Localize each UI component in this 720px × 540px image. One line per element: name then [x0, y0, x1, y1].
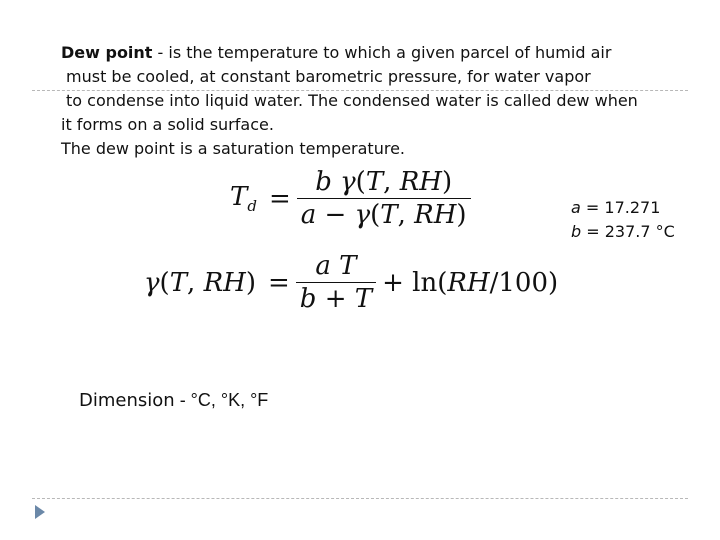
triangle-bullet-icon [35, 505, 45, 519]
gamma-formula: γ(T, RH) = $\frac{\text{a T}}{b + T}$ + ln(RH/100) [144, 251, 559, 314]
definition-line-5: The dew point is a saturation temperature. [61, 139, 405, 158]
bottom-divider [32, 498, 688, 499]
constant-b: b = 237.7 °C [571, 222, 675, 241]
constant-a: a = 17.271 [571, 198, 661, 217]
definition-line-4: it forms on a solid surface. [61, 115, 274, 134]
definition-line-1: Dew point - is the temperature to which a given parcel of humid air [61, 43, 612, 62]
dew-point-term: Dew point [61, 43, 153, 62]
dew-point-formula: $T_d$ = $\frac{\text{b γ(T, RH)}}{a - \gamma(T, RH)}$ [224, 166, 471, 231]
definition-paragraph [61, 41, 661, 161]
dimension-line [79, 390, 268, 411]
dimension-units: - °C, °K, °F [174, 390, 269, 410]
definition-line-2: must be cooled, at constant barometric pressure, for water vapor [66, 67, 591, 86]
dimension-label: Dimension [79, 390, 175, 411]
definition-line-3: to condense into liquid water. The condensed water is called dew when [66, 91, 638, 110]
